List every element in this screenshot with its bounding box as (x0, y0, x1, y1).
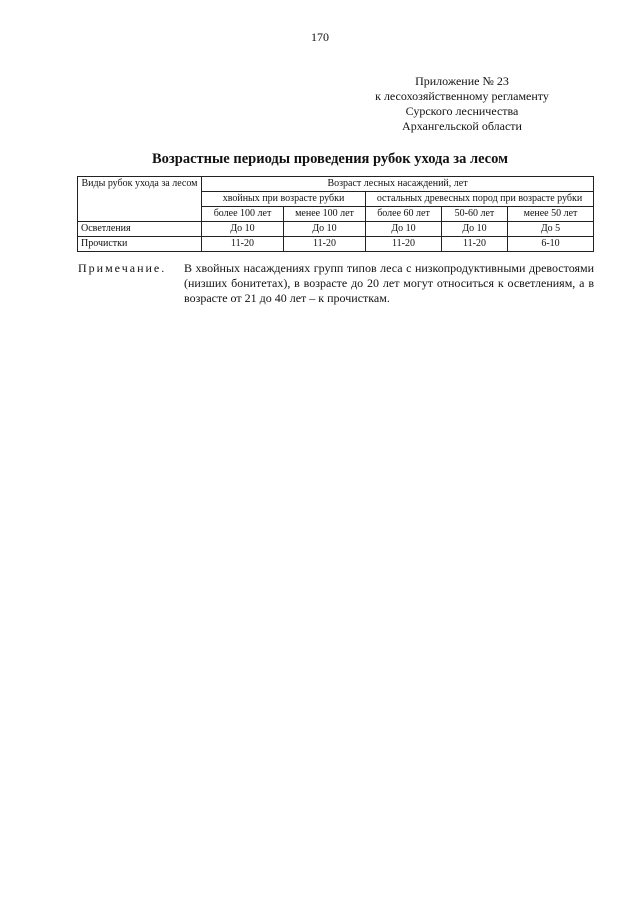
age-periods-table (77, 176, 594, 252)
header-cell-sub: менее 100 лет (284, 207, 366, 222)
header-cell-sub: более 100 лет (202, 207, 284, 222)
table-cell: До 10 (366, 222, 442, 237)
appendix-header (340, 74, 584, 134)
header-cell-sub: более 60 лет (366, 207, 442, 222)
footnote (78, 261, 594, 306)
page-number: 170 (311, 30, 329, 44)
appendix-line: Сурского лесничества (405, 104, 519, 118)
table-cell: 11-20 (202, 237, 284, 252)
header-cell-age: Возраст лесных насаждений, лет (202, 177, 594, 192)
table-cell: 11-20 (284, 237, 366, 252)
table-row (78, 237, 594, 252)
table-cell: До 5 (508, 222, 594, 237)
row-label: Прочистки (78, 237, 202, 252)
appendix-line: Архангельской области (402, 119, 522, 133)
header-cell-conifer: хвойных при возрасте рубки (202, 192, 366, 207)
appendix-line: к лесохозяйственному регламенту (375, 89, 549, 103)
header-cell-sub: 50-60 лет (442, 207, 508, 222)
note-text: В хвойных насаждениях групп типов леса с низкопродуктивными древостоями (низших бонитетах), в возрасте до 20 лет могут относиться к осветлениям, а в возрасте от 21 до 40 лет – к прочисткам. (184, 261, 594, 305)
table-cell: 11-20 (366, 237, 442, 252)
table-cell: До 10 (202, 222, 284, 237)
header-cell-sub: менее 50 лет (508, 207, 594, 222)
table-header-row (78, 177, 594, 192)
document-title: Возрастные периоды проведения рубок ухода за лесом (152, 151, 508, 167)
row-label: Осветления (78, 222, 202, 237)
appendix-line: Приложение № 23 (415, 74, 509, 88)
header-cell-type: Виды рубок ухода за лесом (78, 177, 202, 222)
table-cell: 6-10 (508, 237, 594, 252)
header-cell-other-species: остальных древесных пород при возрасте рубки (366, 192, 594, 207)
note-label: Примечание. (78, 261, 167, 275)
table-row (78, 222, 594, 237)
table-cell: 11-20 (442, 237, 508, 252)
table-cell: До 10 (442, 222, 508, 237)
table-cell: До 10 (284, 222, 366, 237)
